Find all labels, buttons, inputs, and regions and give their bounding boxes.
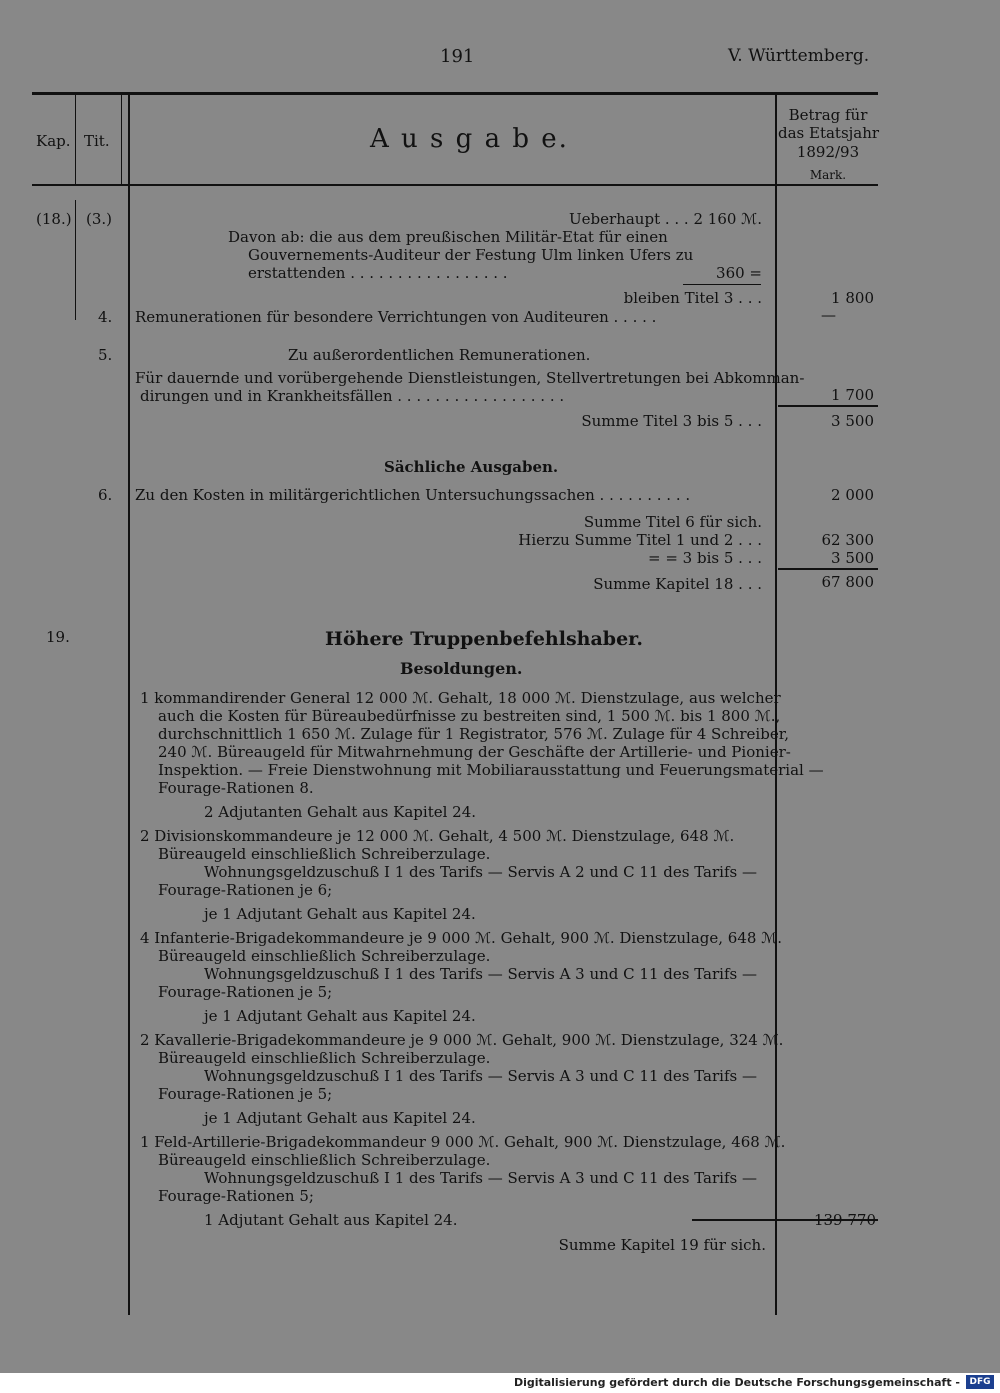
kap18-ueberhaupt: Ueberhaupt . . . 2 160 ℳ.	[569, 210, 762, 228]
kap19-g1-3: durchschnittlich 1 650 ℳ. Zulage für 1 Registrator, 576 ℳ. Zulage für 4 Schreiber,	[158, 725, 789, 743]
kap18-ausser-title: Zu außerordentlichen Remunerationen.	[288, 346, 591, 364]
header-kap: Kap.	[36, 132, 71, 150]
kap18-hierzu35-amount: 3 500	[831, 549, 874, 567]
kap19-g3-2: Büreaugeld einschließlich Schreiberzulage.	[158, 947, 491, 965]
kap19-g3-3: Wohnungsgeldzuschuß I 1 des Tarifs — Servis A 3 und C 11 des Tarifs —	[204, 965, 757, 983]
col-divider-kap	[75, 95, 76, 186]
kap18-hierzu12: Hierzu Summe Titel 1 und 2 . . .	[518, 531, 762, 549]
header-tit: Tit.	[84, 132, 110, 150]
kap19-g2-1: 2 Divisionskommandeure je 12 000 ℳ. Gehalt, 4 500 ℳ. Dienstzulage, 648 ℳ.	[140, 827, 735, 845]
col-divider-kap-body	[75, 200, 76, 320]
kap19-summe: Summe Kapitel 19 für sich.	[558, 1236, 766, 1254]
kap18-tit6: 6.	[98, 486, 113, 504]
kap19-g5-adj: 1 Adjutant Gehalt aus Kapitel 24.	[204, 1211, 458, 1229]
kap18-summe35: Summe Titel 3 bis 5 . . .	[581, 412, 762, 430]
kap18-tit3: (3.)	[86, 210, 113, 228]
kap19-g1-4: 240 ℳ. Büreaugeld für Mitwahrnehmung der Geschäfte der Artillerie- und Pionier-	[158, 743, 791, 761]
section-title: V. Württemberg.	[728, 46, 870, 66]
footer-text: Digitalisierung gefördert durch die Deutsche Forschungsgemeinschaft -	[513, 1376, 960, 1389]
top-rule	[32, 92, 878, 95]
kap18-rem-amount: —	[821, 306, 836, 324]
kap18-ausser-amount: 1 700	[831, 386, 874, 404]
kap18-rem: Remunerationen für besondere Verrichtungen von Auditeuren . . . . .	[135, 308, 657, 326]
kap18-sum-rule	[778, 405, 878, 407]
header-amount-3: 1892/93	[796, 143, 860, 161]
kap19-g3-1: 4 Infanterie-Brigadekommandeure je 9 000 ℳ. Gehalt, 900 ℳ. Dienstzulage, 648 ℳ.	[140, 929, 783, 947]
kap19-g2-3: Wohnungsgeldzuschuß I 1 des Tarifs — Servis A 2 und C 11 des Tarifs —	[204, 863, 757, 881]
kap18-ausser-2: dirungen und in Krankheitsfällen . . . . . . . . . . . . . . . . . .	[140, 387, 565, 405]
kap19-title: Höhere Truppenbefehlshaber.	[325, 628, 644, 650]
col-divider-text	[128, 95, 130, 1315]
header-currency: Mark.	[809, 168, 847, 182]
kap19-g5-3: Wohnungsgeldzuschuß I 1 des Tarifs — Servis A 3 und C 11 des Tarifs —	[204, 1169, 757, 1187]
kap18-tit4: 4.	[98, 308, 113, 326]
kap18-davon-3: erstattenden . . . . . . . . . . . . . . . . .	[248, 264, 508, 282]
kap18-hierzu35: = = 3 bis 5 . . .	[647, 549, 762, 567]
footer-bar	[0, 1373, 1000, 1393]
kap19-g2-adj: je 1 Adjutant Gehalt aus Kapitel 24.	[204, 905, 476, 923]
kap19-g4-2: Büreaugeld einschließlich Schreiberzulage.	[158, 1049, 491, 1067]
kap18-summe35-amount: 3 500	[831, 412, 874, 430]
kap19-g3-adj: je 1 Adjutant Gehalt aus Kapitel 24.	[204, 1007, 476, 1025]
kap18-summe6: Summe Titel 6 für sich.	[583, 513, 762, 531]
kap19-g2-2: Büreaugeld einschließlich Schreiberzulage.	[158, 845, 491, 863]
kap18-davon-amount: 360 =	[716, 264, 762, 282]
header-amount-1: Betrag für	[788, 106, 868, 124]
header-rule	[32, 184, 878, 186]
kap18-tit5: 5.	[98, 346, 113, 364]
kap18-davon-2: Gouvernements-Auditeur der Festung Ulm linken Ufers zu	[248, 246, 694, 264]
dfg-logo-icon: DFG	[966, 1375, 994, 1389]
kap19-g2-4: Fourage-Rationen je 6;	[158, 881, 333, 899]
kap18-total-rule	[778, 568, 878, 570]
kap18-label: (18.)	[36, 210, 72, 228]
kap18-summe-kap: Summe Kapitel 18 . . .	[593, 575, 762, 593]
page-number: 191	[440, 46, 475, 67]
kap19-total-amount: 139 770	[813, 1211, 876, 1229]
kap19-g1-1: 1 kommandirender General 12 000 ℳ. Gehalt, 18 000 ℳ. Dienstzulage, aus welcher	[140, 689, 781, 707]
kap18-davon-1: Davon ab: die aus dem preußischen Militär-Etat für einen	[228, 228, 668, 246]
kap19-label: 19.	[46, 628, 70, 646]
kap19-g1-5: Inspektion. — Freie Dienstwohnung mit Mobiliarausstattung und Feuerungsmaterial —	[158, 761, 824, 779]
header-amount-2: das Etatsjahr	[778, 124, 880, 142]
kap18-summe-kap-amount: 67 800	[821, 573, 874, 591]
kap18-hierzu12-amount: 62 300	[821, 531, 874, 549]
header-title: A u s g a b e.	[370, 124, 569, 154]
kap19-g5-4: Fourage-Rationen 5;	[158, 1187, 314, 1205]
kap18-kosten-amount: 2 000	[831, 486, 874, 504]
kap19-g5-1: 1 Feld-Artillerie-Brigadekommandeur 9 000 ℳ. Gehalt, 900 ℳ. Dienstzulage, 468 ℳ.	[140, 1133, 786, 1151]
kap19-g1-6: Fourage-Rationen 8.	[158, 779, 314, 797]
kap18-bleiben-amount: 1 800	[831, 289, 874, 307]
kap19-g3-4: Fourage-Rationen je 5;	[158, 983, 333, 1001]
kap18-bleiben: bleiben Titel 3 . . .	[623, 289, 762, 307]
col-divider-tit	[121, 95, 122, 186]
kap18-ausser-1: Für dauernde und vorübergehende Dienstleistungen, Stellvertretungen bei Abkomman-	[135, 369, 805, 387]
kap19-subtitle: Besoldungen.	[400, 659, 523, 678]
kap19-g1-adj: 2 Adjutanten Gehalt aus Kapitel 24.	[204, 803, 477, 821]
kap19-g1-2: auch die Kosten für Büreaubedürfnisse zu bestreiten sind, 1 500 ℳ. bis 1 800 ℳ.,	[158, 707, 781, 725]
kap18-davon-rule	[683, 284, 761, 285]
kap18-kosten: Zu den Kosten in militärgerichtlichen Untersuchungssachen . . . . . . . . . .	[135, 486, 691, 504]
kap19-g4-adj: je 1 Adjutant Gehalt aus Kapitel 24.	[204, 1109, 476, 1127]
kap19-g5-2: Büreaugeld einschließlich Schreiberzulage.	[158, 1151, 491, 1169]
kap19-g4-3: Wohnungsgeldzuschuß I 1 des Tarifs — Servis A 3 und C 11 des Tarifs —	[204, 1067, 757, 1085]
kap18-saechliche: Sächliche Ausgaben.	[384, 458, 559, 476]
kap19-g4-4: Fourage-Rationen je 5;	[158, 1085, 333, 1103]
kap19-g4-1: 2 Kavallerie-Brigadekommandeure je 9 000 ℳ. Gehalt, 900 ℳ. Dienstzulage, 324 ℳ.	[140, 1031, 784, 1049]
